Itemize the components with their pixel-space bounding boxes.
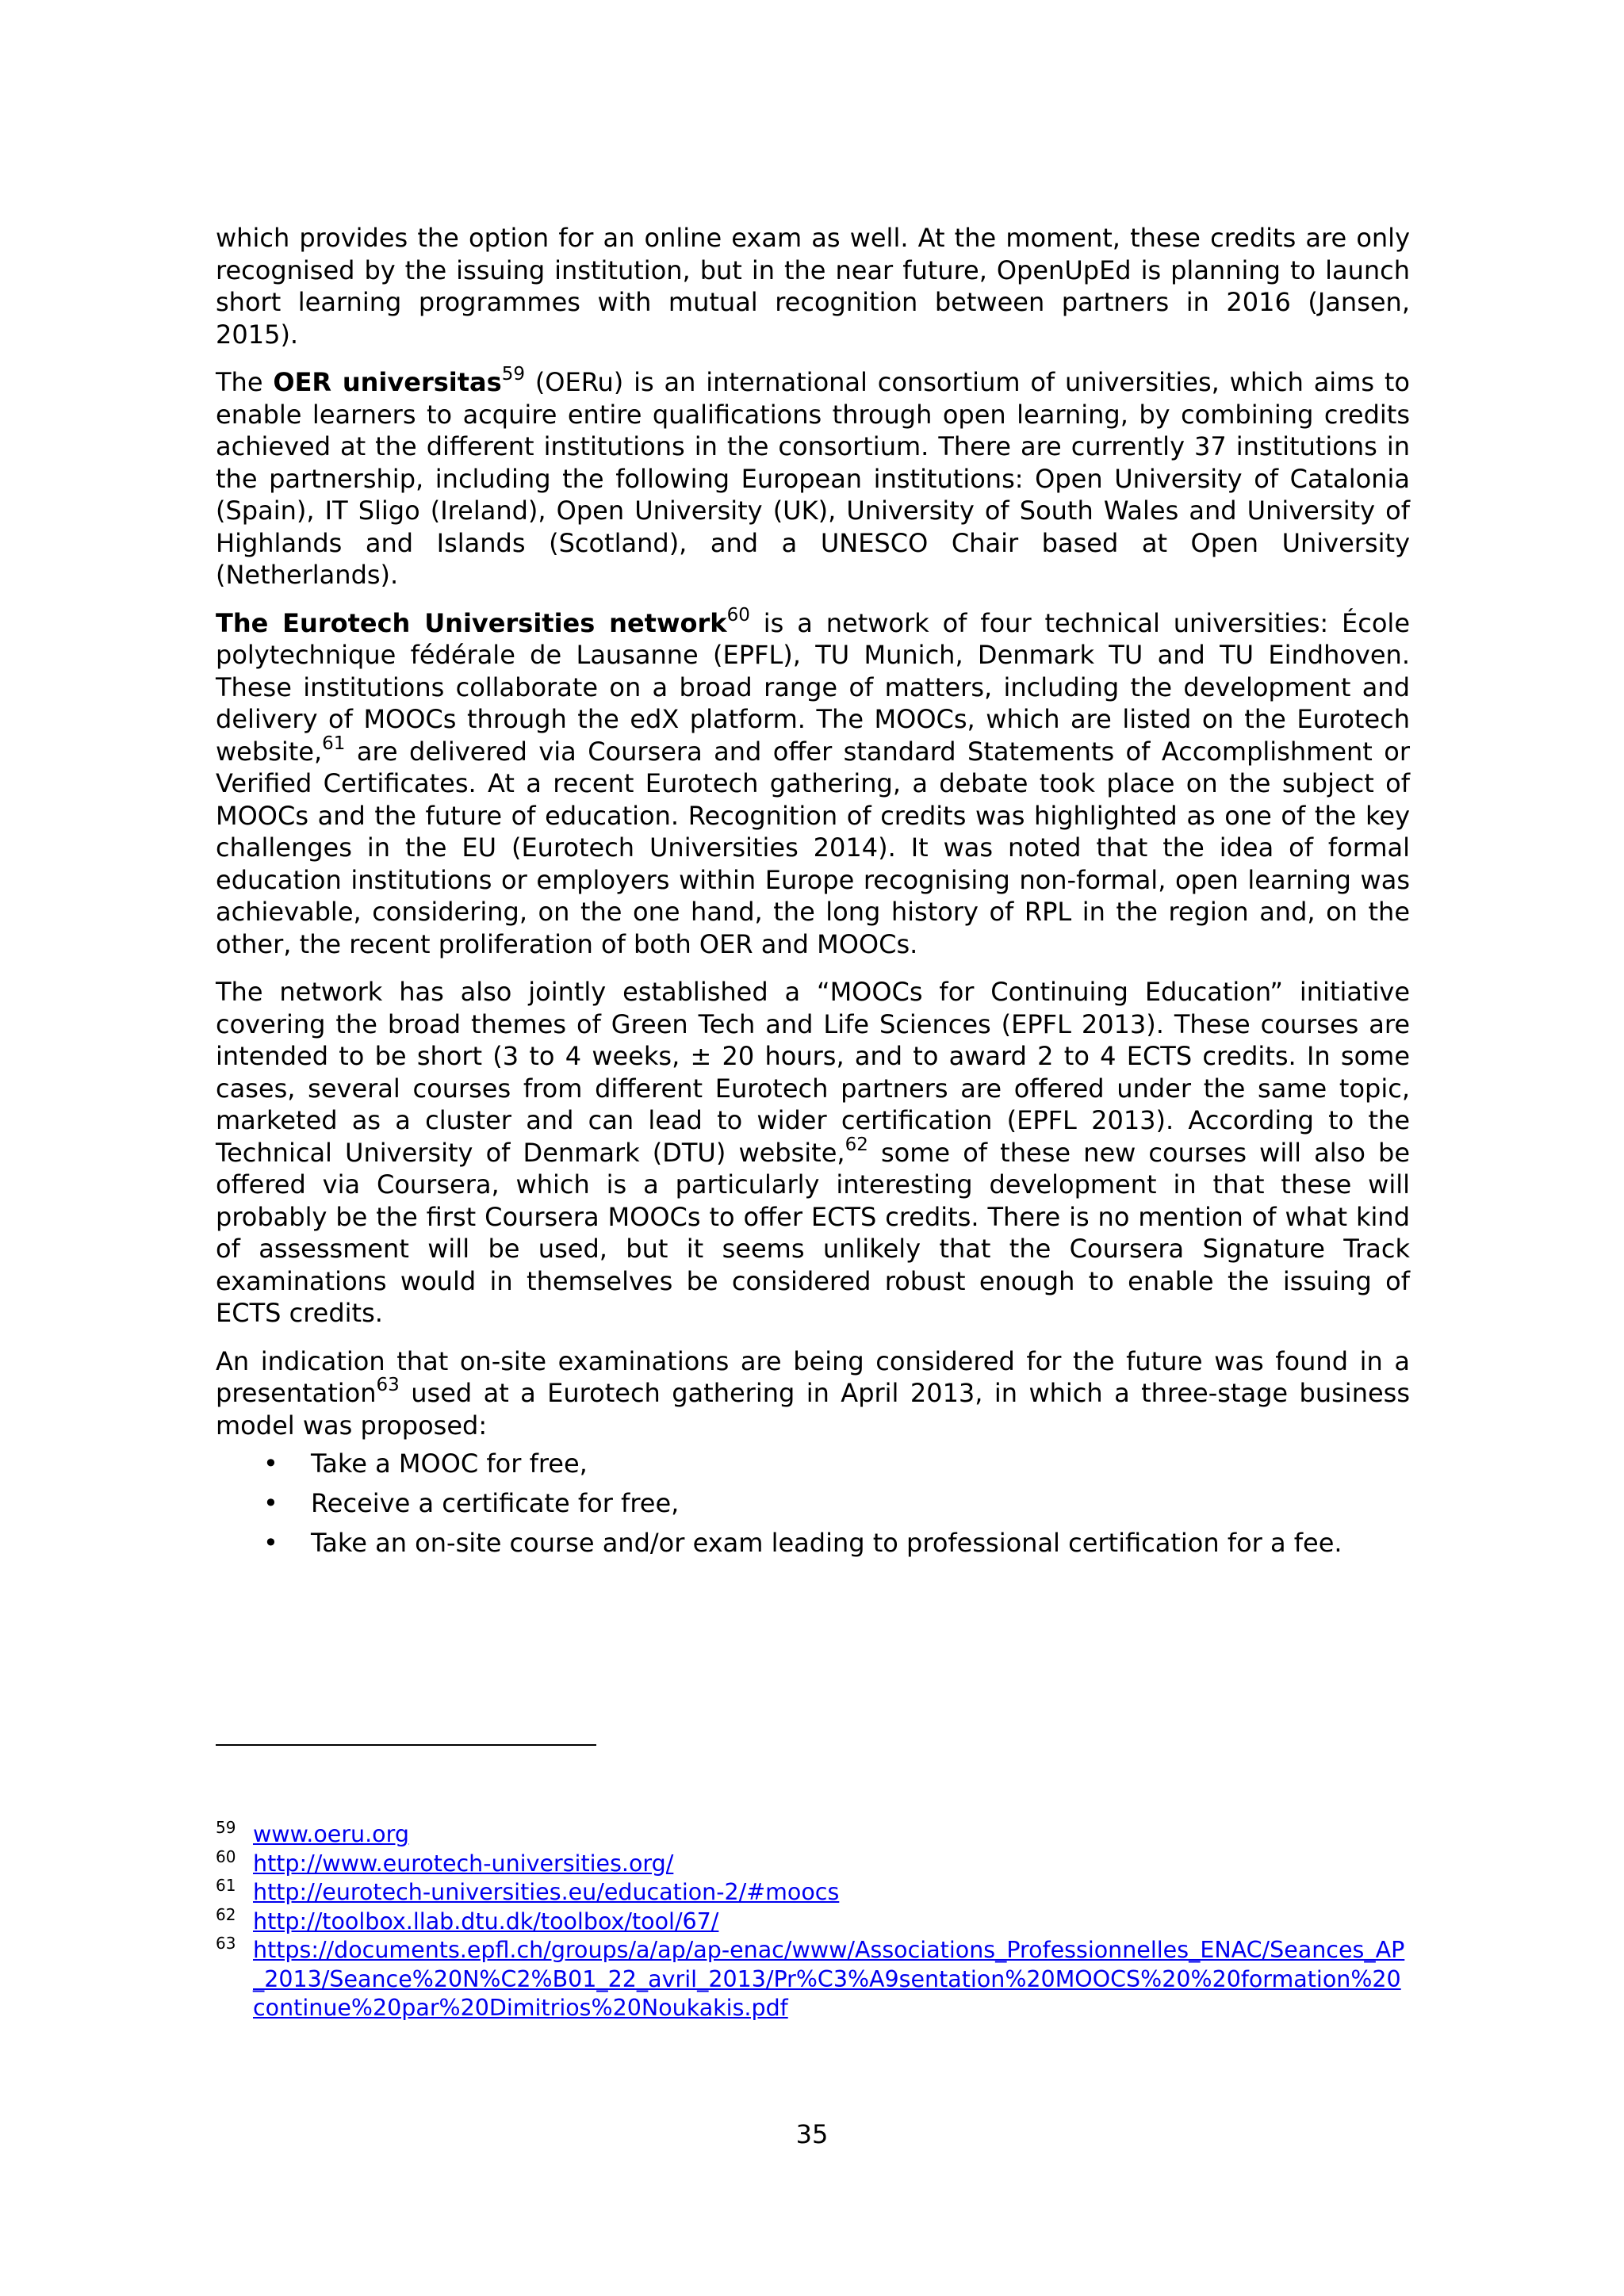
- paragraph-moocs-continuing-education: [216, 976, 1410, 1330]
- page-number: 35: [795, 2119, 829, 2149]
- bullet-icon: •: [263, 1448, 278, 1479]
- footnote-61: [216, 1878, 1410, 1908]
- footnote-ref-62[interactable]: 62: [845, 1134, 868, 1155]
- list-item: [216, 1448, 1410, 1479]
- oer-universitas-heading: OER universitas: [273, 367, 502, 397]
- footnote-59: [216, 1820, 1410, 1850]
- bullet-icon: •: [263, 1528, 278, 1558]
- footnote-ref-63[interactable]: 63: [376, 1375, 400, 1396]
- paragraph-onsite-examinations: [216, 1345, 1410, 1442]
- list-item: [216, 1487, 1410, 1519]
- footnote-link[interactable]: www.oeru.org: [253, 1821, 409, 1847]
- paragraph-text: used at a Eurotech gathering in April 2013, in which a three-stage business model was proposed:: [216, 1378, 1410, 1441]
- footnote-link[interactable]: http://toolbox.llab.dtu.dk/toolbox/tool/67/: [253, 1908, 719, 1934]
- list-item-text: Receive a certificate for free,: [311, 1488, 680, 1518]
- footnote-ref-61[interactable]: 61: [322, 733, 346, 754]
- footnote-number: 60: [216, 1846, 236, 1866]
- list-item-text: Take an on-site course and/or exam leading to professional certification for a fee.: [311, 1528, 1342, 1558]
- paragraph-text: is a network of four technical universities: École polytechnique fédérale de Lausanne (EPFL), TU Munich, Denmark TU and TU Eindhoven. These institutions collaborate on a broad range of matters, including the development and delivery of MOOCs through the edX platform. The MOOCs, which are listed on the Eurotech website,: [216, 607, 1411, 767]
- business-model-list: [216, 1448, 1410, 1559]
- footnote-62: [216, 1904, 1410, 1937]
- paragraph-text: which provides the option for an online exam as well. At the moment, these credits are only recognised by the issuing institution, but in the near future, OpenUpEd is planning to launch short learning programmes with mutual recognition between partners in 2016 (Jansen, 2015).: [216, 223, 1410, 350]
- list-item: [216, 1527, 1410, 1559]
- footnote-63: [216, 1936, 1410, 2023]
- footnote-link[interactable]: http://eurotech-universities.eu/education-2/#moocs: [253, 1879, 840, 1905]
- paragraph-eurotech-network: [216, 604, 1411, 961]
- eurotech-network-heading: The Eurotech Universities network: [216, 607, 727, 638]
- footnote-separator: [216, 1744, 596, 1746]
- footnote-number: 63: [216, 1934, 236, 1953]
- footnotes: [216, 1820, 1410, 2023]
- footnote-link[interactable]: https://documents.epfl.ch/groups/a/ap/ap-enac/www/Associations_Professionnelles_ENAC/Seances_AP_2013/Seance%20N%C2%B01_22_avril_2013/Pr%C3%A9sentation%20MOOCS%20%20formation%20continue%20par%20Dimitrios%20Noukakis.pdf: [253, 1937, 1405, 2021]
- document-body: [216, 222, 1410, 1567]
- paragraph-text: The network has also jointly established a “MOOCs for Continuing Education” initiative covering the broad themes of Green Tech and Life Sciences (EPFL 2013). These courses are intended to be short (3 to 4 weeks, ± 20 hours, and to award 2 to 4 ECTS credits. In some cases, several courses from different Eurotech partners are offered under the same topic, marketed as a cluster and can lead to wider certification (EPFL 2013). According to the Technical University of Denmark (DTU) website,: [216, 977, 1410, 1168]
- footnote-number: 59: [216, 1818, 236, 1837]
- paragraph-lead: The: [216, 367, 274, 397]
- paragraph-text: (OERu) is an international consortium of universities, which aims to enable learners to acquire entire qualifications through open learning, by combining credits achieved at the different institutions in the consortium. There are currently 37 institutions in the partnership, including the following European institutions: Open University of Catalonia (Spain), IT Sligo (Ireland), Open University (UK), University of South Wales and University of Highlands and Islands (Scotland), and a UNESCO Chair based at Open University (Netherlands).: [216, 367, 1411, 590]
- footnote-number: 61: [216, 1876, 236, 1895]
- paragraph-text: are delivered via Coursera and offer standard Statements of Accomplishment or Verified Certificates. At a recent Eurotech gathering, a debate took place on the subject of MOOCs and the future of education. Recognition of credits was highlighted as one of the key challenges in the EU (Eurotech Universities 2014). It was noted that the idea of formal education institutions or employers within Europe recognising non-formal, open learning was achievable, considering, on the one hand, the long history of RPL in the region and, on the other, the recent proliferation of both OER and MOOCs.: [216, 736, 1410, 959]
- footnote-60: [216, 1846, 1410, 1879]
- footnote-link[interactable]: http://www.eurotech-universities.org/: [253, 1850, 674, 1877]
- paragraph-oer-universitas: [216, 366, 1410, 591]
- paragraph-text: some of these new courses will also be offered via Coursera, which is a particularly interesting development in that these will probably be the first Coursera MOOCs to offer ECTS credits. There is no mention of what kind of assessment will be used, but it seems unlikely that the Coursera Signature Track examinations would in themselves be considered robust enough to enable the issuing of ECTS credits.: [216, 1137, 1411, 1328]
- paragraph-openuped-continuation: [216, 222, 1410, 350]
- paragraph-text: An indication that on-site examinations are being considered for the future was found in a presentation: [216, 1345, 1410, 1408]
- footnote-ref-59[interactable]: 59: [501, 364, 525, 385]
- footnote-ref-60[interactable]: 60: [726, 604, 750, 626]
- bullet-icon: •: [263, 1488, 278, 1518]
- footnote-number: 62: [216, 1904, 236, 1924]
- list-item-text: Take a MOOC for free,: [311, 1448, 588, 1479]
